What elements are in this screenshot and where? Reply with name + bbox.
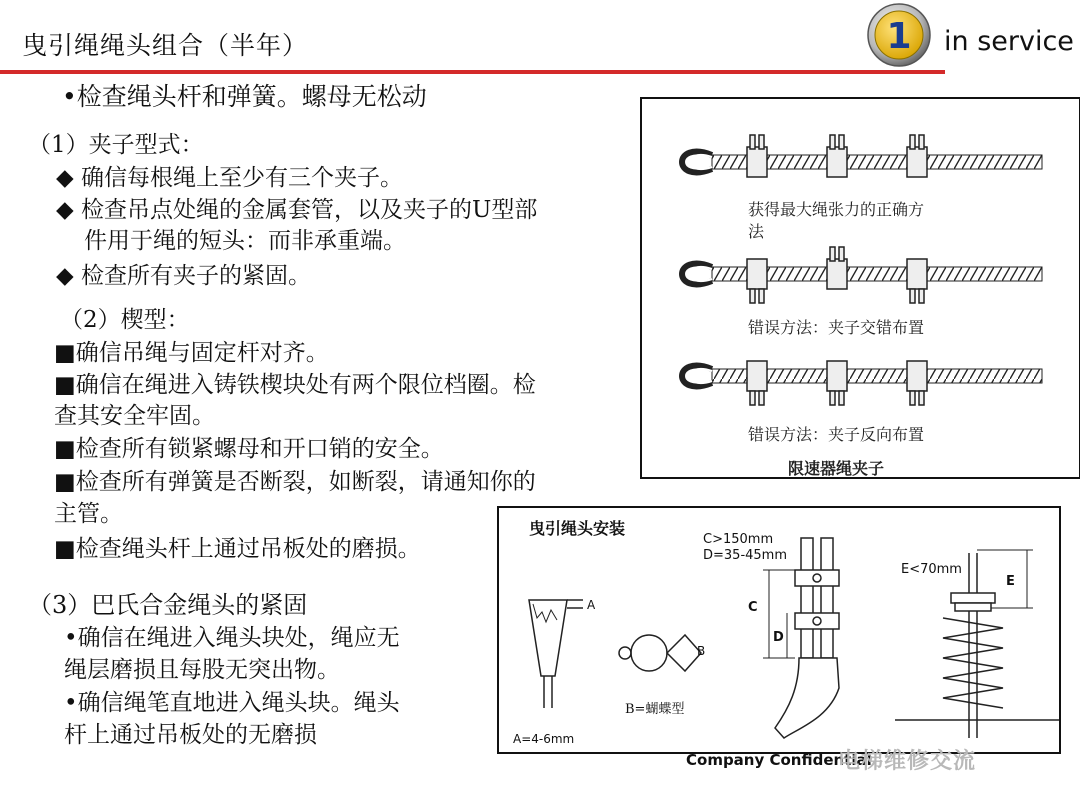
section2-item: ■确信在绳进入铸铁楔块处有两个限位档圈。检 [54, 372, 536, 398]
section3-item: 绳层磨损且每股无突出物。 [64, 657, 340, 683]
label-b: B [697, 644, 706, 658]
section2-item: 主管。 [54, 501, 123, 527]
label-e: E [1006, 574, 1015, 589]
figure1-title: 限速器绳夹子 [788, 459, 885, 478]
section1-item: ◆ 检查所有夹子的紧固。 [56, 263, 311, 289]
figure2-title: 曳引绳头安装 [529, 519, 626, 538]
rope-row-reversed [682, 361, 1042, 405]
section1-item: 件用于绳的短头：而非承重端。 [84, 228, 406, 254]
section1-item: ◆ 检查吊点处绳的金属套管，以及夹子的U型部 [56, 197, 538, 223]
headline: •检查绳头杆和弹簧。螺母无松动 [62, 82, 427, 111]
footer-confidential: Company Confidential [686, 751, 872, 769]
label-b-desc: B=蝴蝶型 [625, 702, 685, 717]
label-d: D [773, 630, 784, 645]
section3-item: •确信绳笔直地进入绳头块。绳头 [64, 690, 400, 716]
rope-clamp-diagram [642, 99, 1079, 477]
babbitt-socket-shape [529, 600, 583, 708]
brand-text: in service [944, 26, 1074, 57]
section3-item: •确信在绳进入绳头块处，绳应无 [64, 625, 400, 651]
rope-clamp-figure [640, 97, 1080, 479]
label-c: C [748, 600, 758, 615]
label-e-spec: E<70mm [901, 562, 962, 577]
header-divider [0, 70, 945, 74]
section3-item: 杆上通过吊板处的无磨损 [64, 722, 317, 748]
page-title: 曳引绳绳头组合（半年） [22, 31, 309, 60]
spring-assembly-shape [895, 553, 1059, 738]
figure1-caption: 错误方法：夹子交错布置 [748, 318, 925, 337]
butterfly-shape [619, 635, 701, 671]
rope-row-correct [682, 135, 1042, 177]
figure1-caption: 获得最大绳张力的正确方 [748, 200, 925, 219]
label-c-spec: C>150mm [703, 532, 774, 547]
service-logo-icon [864, 2, 934, 68]
section2-item: ■检查所有锁紧螺母和开口销的安全。 [54, 436, 444, 462]
figure1-caption: 法 [748, 222, 765, 241]
wedge-socket-shape [775, 538, 839, 738]
figure1-caption: 错误方法：夹子反向布置 [748, 425, 925, 444]
section1-title: （1）夹子型式： [28, 132, 204, 158]
label-d-spec: D=35-45mm [703, 548, 788, 563]
logo-number: 1 [886, 16, 912, 57]
rope-head-figure [497, 506, 1061, 754]
rope-row-staggered [682, 247, 1042, 303]
section2-title: （2）楔型： [60, 307, 190, 333]
section2-item: ■检查所有弹簧是否断裂，如断裂，请通知你的 [54, 469, 536, 495]
section1-item: ◆ 确信每根绳上至少有三个夹子。 [56, 165, 403, 191]
section3-title: （3）巴氏合金绳头的紧固 [28, 591, 308, 619]
watermark: 电梯维修交流 [838, 749, 977, 774]
label-a: A [587, 598, 596, 612]
section2-item: ■检查绳头杆上通过吊板处的磨损。 [54, 536, 421, 562]
label-a-desc: A=4-6mm [513, 732, 575, 746]
section2-item: 查其安全牢固。 [54, 403, 215, 429]
section2-item: ■确信吊绳与固定杆对齐。 [54, 340, 329, 366]
